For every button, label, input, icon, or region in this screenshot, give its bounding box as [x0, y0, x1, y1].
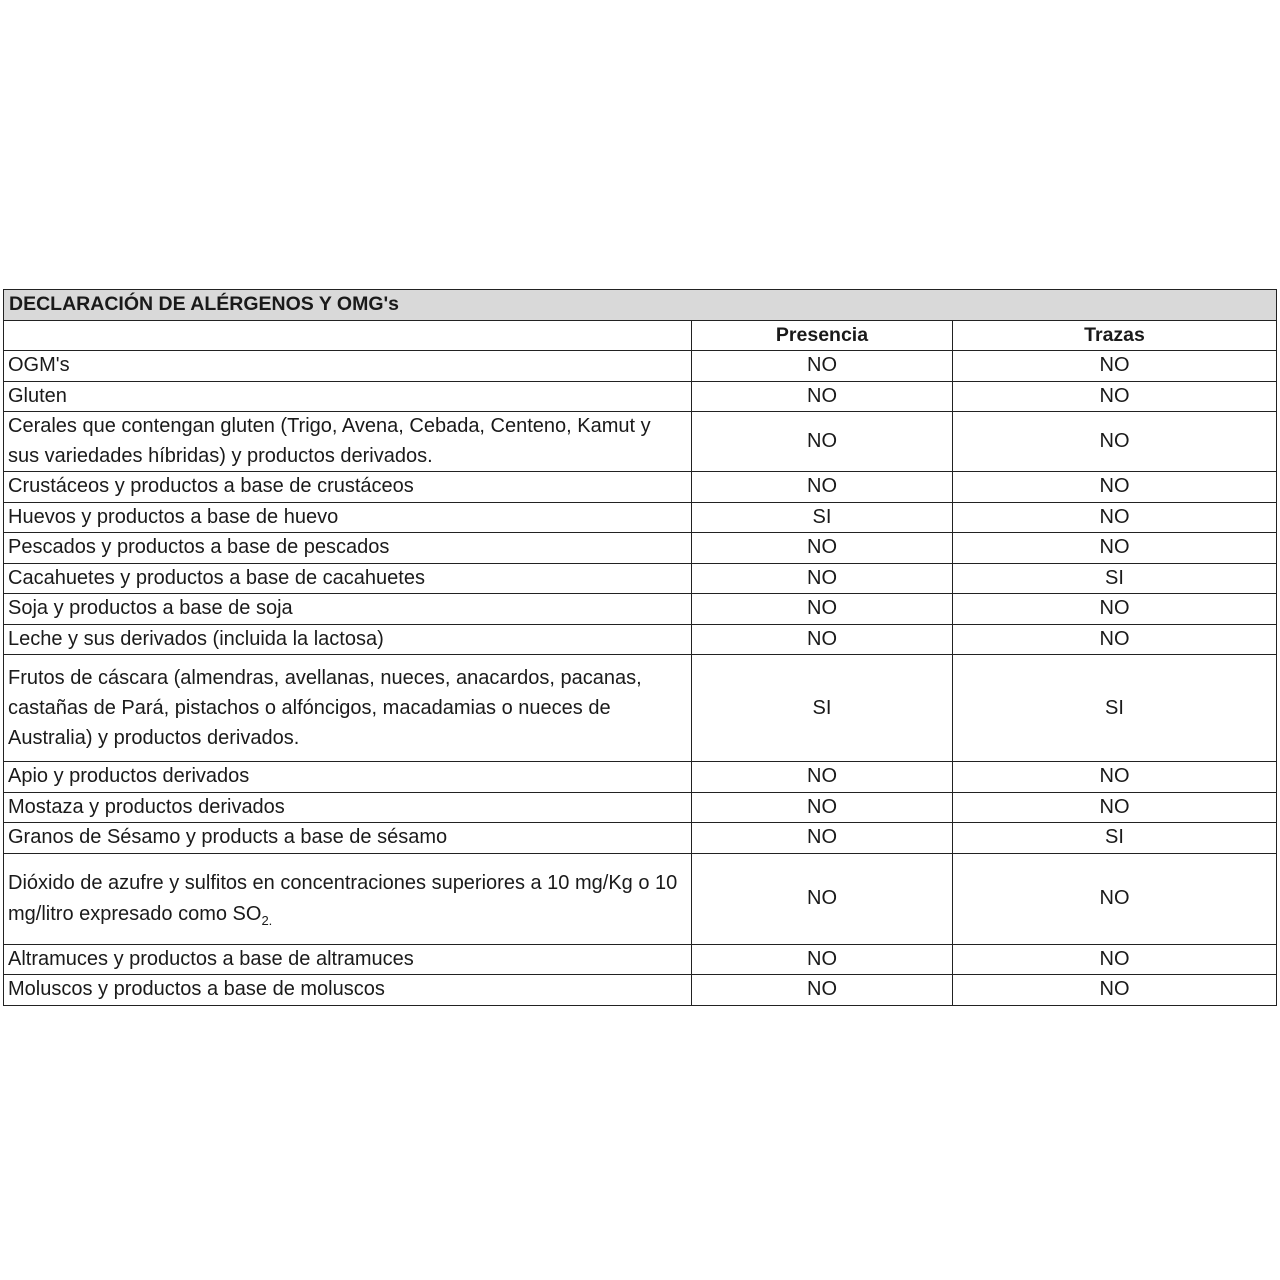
row-presencia: NO — [692, 351, 953, 382]
row-trazas: NO — [953, 792, 1277, 823]
table-row — [4, 944, 1277, 975]
table-row — [4, 563, 1277, 594]
row-trazas: NO — [953, 381, 1277, 412]
row-trazas: NO — [953, 762, 1277, 793]
table-row — [4, 472, 1277, 503]
table-header-row — [4, 320, 1277, 351]
row-label: OGM's — [4, 351, 692, 382]
row-presencia: NO — [692, 792, 953, 823]
table-row — [4, 594, 1277, 625]
row-label: Cerales que contengan gluten (Trigo, Avena, Cebada, Centeno, Kamut y sus variedades híbridas) y productos derivados. — [4, 412, 692, 472]
row-presencia: NO — [692, 594, 953, 625]
table-row — [4, 533, 1277, 564]
header-trazas: Trazas — [953, 320, 1277, 351]
row-label: Pescados y productos a base de pescados — [4, 533, 692, 564]
row-presencia: NO — [692, 533, 953, 564]
row-label: Mostaza y productos derivados — [4, 792, 692, 823]
row-presencia: NO — [692, 975, 953, 1006]
row-presencia: NO — [692, 624, 953, 655]
row-presencia: SI — [692, 655, 953, 762]
table-row — [4, 823, 1277, 854]
row-label: Moluscos y productos a base de moluscos — [4, 975, 692, 1006]
row-label-cell — [4, 853, 692, 944]
allergen-table — [3, 289, 1277, 1006]
table-row — [4, 624, 1277, 655]
row-label: Apio y productos derivados — [4, 762, 692, 793]
row-trazas: NO — [953, 594, 1277, 625]
table-row — [4, 792, 1277, 823]
row-trazas: NO — [953, 351, 1277, 382]
row-trazas: NO — [953, 944, 1277, 975]
row-trazas: NO — [953, 502, 1277, 533]
table-row — [4, 502, 1277, 533]
row-presencia: NO — [692, 944, 953, 975]
row-label: Frutos de cáscara (almendras, avellanas, nueces, anacardos, pacanas, castañas de Pará, pistachos o alfóncigos, macadamias o nueces de Australia) y productos derivados. — [4, 655, 692, 762]
row-label-subscript: 2. — [261, 912, 273, 928]
row-trazas: SI — [953, 655, 1277, 762]
row-presencia: NO — [692, 563, 953, 594]
row-label: Crustáceos y productos a base de crustáceos — [4, 472, 692, 503]
row-trazas: NO — [953, 412, 1277, 472]
row-presencia: NO — [692, 853, 953, 944]
row-label: Soja y productos a base de soja — [4, 594, 692, 625]
header-presencia: Presencia — [692, 320, 953, 351]
allergen-declaration-sheet — [3, 289, 1276, 1006]
row-trazas: SI — [953, 563, 1277, 594]
row-label: Altramuces y productos a base de altramuces — [4, 944, 692, 975]
row-trazas: NO — [953, 472, 1277, 503]
table-title-row — [4, 290, 1277, 321]
row-trazas: SI — [953, 823, 1277, 854]
table-row — [4, 412, 1277, 472]
row-presencia: NO — [692, 823, 953, 854]
row-label: Granos de Sésamo y products a base de sésamo — [4, 823, 692, 854]
header-label — [4, 320, 692, 351]
table-row — [4, 762, 1277, 793]
table-title: DECLARACIÓN DE ALÉRGENOS Y OMG's — [4, 290, 1277, 321]
row-label: Huevos y productos a base de huevo — [4, 502, 692, 533]
row-trazas: NO — [953, 624, 1277, 655]
row-presencia: NO — [692, 412, 953, 472]
table-row — [4, 351, 1277, 382]
row-trazas: NO — [953, 853, 1277, 944]
row-presencia: SI — [692, 502, 953, 533]
row-label: Leche y sus derivados (incluida la lactosa) — [4, 624, 692, 655]
row-trazas: NO — [953, 533, 1277, 564]
table-row — [4, 853, 1277, 944]
row-presencia: NO — [692, 762, 953, 793]
table-row — [4, 655, 1277, 762]
row-presencia: NO — [692, 381, 953, 412]
row-label: Gluten — [4, 381, 692, 412]
row-label: Cacahuetes y productos a base de cacahuetes — [4, 563, 692, 594]
table-row — [4, 975, 1277, 1006]
row-trazas: NO — [953, 975, 1277, 1006]
row-presencia: NO — [692, 472, 953, 503]
row-label: Dióxido de azufre y sulfitos en concentraciones superiores a 10 mg/Kg o 10 mg/litro expresado como SO — [8, 871, 678, 925]
table-row — [4, 381, 1277, 412]
